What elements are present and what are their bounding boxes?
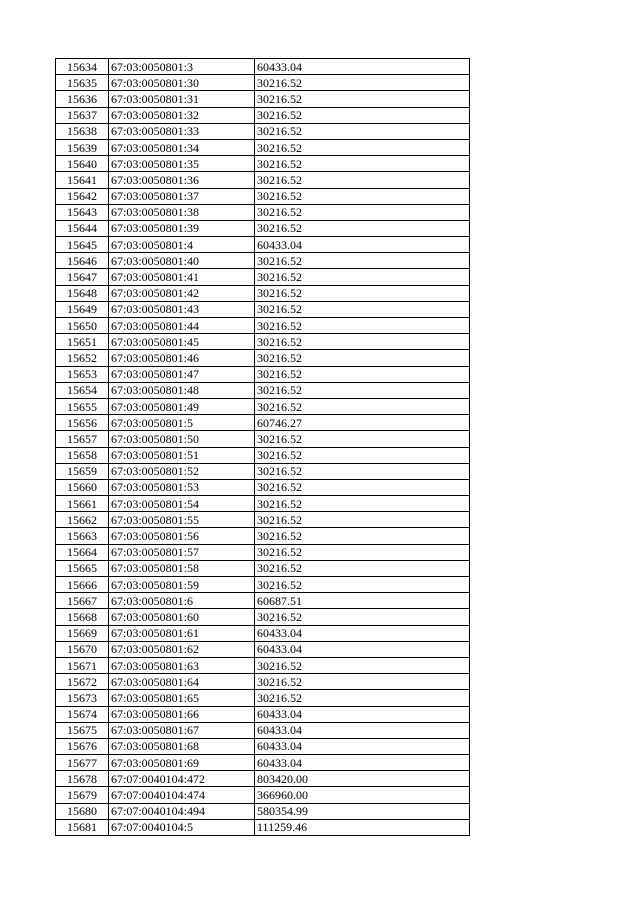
table-row xyxy=(56,641,470,657)
table-row xyxy=(56,755,470,771)
cadastral-number-cell: 67:03:0050801:31 xyxy=(109,91,255,107)
table-row xyxy=(56,382,470,398)
table-row xyxy=(56,415,470,431)
table-row xyxy=(56,334,470,350)
value-cell: 30216.52 xyxy=(255,398,470,414)
row-number-cell: 15637 xyxy=(56,107,109,123)
table-row xyxy=(56,188,470,204)
value-cell: 30216.52 xyxy=(255,269,470,285)
row-number-cell: 15657 xyxy=(56,431,109,447)
cadastral-number-cell: 67:03:0050801:51 xyxy=(109,447,255,463)
row-number-cell: 15644 xyxy=(56,220,109,236)
table-row xyxy=(56,139,470,155)
value-cell: 30216.52 xyxy=(255,447,470,463)
table-row xyxy=(56,593,470,609)
row-number-cell: 15676 xyxy=(56,738,109,754)
table-row xyxy=(56,722,470,738)
table-row xyxy=(56,463,470,479)
table-row xyxy=(56,75,470,91)
cadastral-number-cell: 67:03:0050801:49 xyxy=(109,398,255,414)
row-number-cell: 15638 xyxy=(56,123,109,139)
value-cell: 30216.52 xyxy=(255,496,470,512)
table-row xyxy=(56,431,470,447)
cadastral-number-cell: 67:03:0050801:66 xyxy=(109,706,255,722)
value-cell: 30216.52 xyxy=(255,123,470,139)
cadastral-number-cell: 67:03:0050801:50 xyxy=(109,431,255,447)
cadastral-number-cell: 67:03:0050801:68 xyxy=(109,738,255,754)
cadastral-number-cell: 67:03:0050801:69 xyxy=(109,755,255,771)
row-number-cell: 15642 xyxy=(56,188,109,204)
cadastral-number-cell: 67:03:0050801:36 xyxy=(109,172,255,188)
cadastral-number-cell: 67:03:0050801:67 xyxy=(109,722,255,738)
value-cell: 30216.52 xyxy=(255,463,470,479)
value-cell: 60433.04 xyxy=(255,59,470,75)
table-row xyxy=(56,803,470,819)
value-cell: 30216.52 xyxy=(255,301,470,317)
table-row xyxy=(56,285,470,301)
table-row xyxy=(56,91,470,107)
value-cell: 30216.52 xyxy=(255,139,470,155)
table-row xyxy=(56,350,470,366)
row-number-cell: 15679 xyxy=(56,787,109,803)
cadastral-number-cell: 67:07:0040104:474 xyxy=(109,787,255,803)
value-cell: 30216.52 xyxy=(255,253,470,269)
cadastral-number-cell: 67:03:0050801:63 xyxy=(109,657,255,673)
cadastral-number-cell: 67:03:0050801:65 xyxy=(109,690,255,706)
table-row xyxy=(56,625,470,641)
table-row xyxy=(56,479,470,495)
row-number-cell: 15668 xyxy=(56,609,109,625)
table-row xyxy=(56,447,470,463)
cadastral-number-cell: 67:07:0040104:494 xyxy=(109,803,255,819)
value-cell: 60433.04 xyxy=(255,706,470,722)
value-cell: 30216.52 xyxy=(255,577,470,593)
row-number-cell: 15656 xyxy=(56,415,109,431)
cadastral-number-cell: 67:03:0050801:56 xyxy=(109,528,255,544)
table-row xyxy=(56,609,470,625)
table-row xyxy=(56,318,470,334)
row-number-cell: 15634 xyxy=(56,59,109,75)
table-row xyxy=(56,560,470,576)
cadastral-number-cell: 67:03:0050801:46 xyxy=(109,350,255,366)
value-cell: 60433.04 xyxy=(255,625,470,641)
row-number-cell: 15681 xyxy=(56,819,109,835)
cadastral-number-cell: 67:03:0050801:3 xyxy=(109,59,255,75)
value-cell: 60433.04 xyxy=(255,738,470,754)
value-cell: 30216.52 xyxy=(255,350,470,366)
cadastral-number-cell: 67:03:0050801:32 xyxy=(109,107,255,123)
row-number-cell: 15666 xyxy=(56,577,109,593)
cadastral-number-cell: 67:03:0050801:37 xyxy=(109,188,255,204)
value-cell: 30216.52 xyxy=(255,512,470,528)
table-row xyxy=(56,172,470,188)
cadastral-number-cell: 67:03:0050801:4 xyxy=(109,237,255,253)
table-body xyxy=(56,59,470,836)
row-number-cell: 15671 xyxy=(56,657,109,673)
row-number-cell: 15641 xyxy=(56,172,109,188)
row-number-cell: 15677 xyxy=(56,755,109,771)
row-number-cell: 15646 xyxy=(56,253,109,269)
cadastral-number-cell: 67:03:0050801:34 xyxy=(109,139,255,155)
value-cell: 60746.27 xyxy=(255,415,470,431)
cadastral-number-cell: 67:03:0050801:60 xyxy=(109,609,255,625)
value-cell: 111259.46 xyxy=(255,819,470,835)
row-number-cell: 15680 xyxy=(56,803,109,819)
value-cell: 60433.04 xyxy=(255,722,470,738)
cadastral-number-cell: 67:03:0050801:47 xyxy=(109,366,255,382)
cadastral-number-cell: 67:03:0050801:6 xyxy=(109,593,255,609)
value-cell: 30216.52 xyxy=(255,172,470,188)
row-number-cell: 15652 xyxy=(56,350,109,366)
row-number-cell: 15653 xyxy=(56,366,109,382)
cadastral-number-cell: 67:03:0050801:38 xyxy=(109,204,255,220)
row-number-cell: 15675 xyxy=(56,722,109,738)
row-number-cell: 15648 xyxy=(56,285,109,301)
table-row xyxy=(56,301,470,317)
value-cell: 30216.52 xyxy=(255,366,470,382)
cadastral-number-cell: 67:03:0050801:43 xyxy=(109,301,255,317)
table-row xyxy=(56,253,470,269)
row-number-cell: 15674 xyxy=(56,706,109,722)
cadastral-number-cell: 67:03:0050801:40 xyxy=(109,253,255,269)
table-row xyxy=(56,269,470,285)
value-cell: 30216.52 xyxy=(255,204,470,220)
cadastral-number-cell: 67:03:0050801:57 xyxy=(109,544,255,560)
row-number-cell: 15640 xyxy=(56,156,109,172)
value-cell: 30216.52 xyxy=(255,107,470,123)
table-row xyxy=(56,738,470,754)
value-cell: 30216.52 xyxy=(255,285,470,301)
value-cell: 60687.51 xyxy=(255,593,470,609)
row-number-cell: 15659 xyxy=(56,463,109,479)
cadastral-number-cell: 67:03:0050801:39 xyxy=(109,220,255,236)
table-row xyxy=(56,220,470,236)
value-cell: 60433.04 xyxy=(255,755,470,771)
value-cell: 60433.04 xyxy=(255,641,470,657)
table-row xyxy=(56,156,470,172)
value-cell: 30216.52 xyxy=(255,674,470,690)
cadastral-number-cell: 67:03:0050801:61 xyxy=(109,625,255,641)
row-number-cell: 15650 xyxy=(56,318,109,334)
table-row xyxy=(56,657,470,673)
row-number-cell: 15662 xyxy=(56,512,109,528)
row-number-cell: 15660 xyxy=(56,479,109,495)
row-number-cell: 15636 xyxy=(56,91,109,107)
table-row xyxy=(56,496,470,512)
cadastral-number-cell: 67:03:0050801:33 xyxy=(109,123,255,139)
row-number-cell: 15655 xyxy=(56,398,109,414)
row-number-cell: 15669 xyxy=(56,625,109,641)
value-cell: 30216.52 xyxy=(255,334,470,350)
row-number-cell: 15670 xyxy=(56,641,109,657)
cadastral-number-cell: 67:03:0050801:59 xyxy=(109,577,255,593)
cadastral-number-cell: 67:03:0050801:62 xyxy=(109,641,255,657)
row-number-cell: 15672 xyxy=(56,674,109,690)
table-row xyxy=(56,771,470,787)
row-number-cell: 15639 xyxy=(56,139,109,155)
row-number-cell: 15673 xyxy=(56,690,109,706)
row-number-cell: 15647 xyxy=(56,269,109,285)
value-cell: 366960.00 xyxy=(255,787,470,803)
data-table xyxy=(55,58,470,836)
table-row xyxy=(56,528,470,544)
table-row xyxy=(56,237,470,253)
cadastral-number-cell: 67:03:0050801:54 xyxy=(109,496,255,512)
table-row xyxy=(56,107,470,123)
row-number-cell: 15663 xyxy=(56,528,109,544)
cadastral-number-cell: 67:03:0050801:41 xyxy=(109,269,255,285)
cadastral-number-cell: 67:03:0050801:53 xyxy=(109,479,255,495)
table-row xyxy=(56,819,470,835)
value-cell: 30216.52 xyxy=(255,382,470,398)
value-cell: 30216.52 xyxy=(255,657,470,673)
row-number-cell: 15645 xyxy=(56,237,109,253)
table-row xyxy=(56,366,470,382)
value-cell: 30216.52 xyxy=(255,91,470,107)
table-row xyxy=(56,204,470,220)
cadastral-number-cell: 67:03:0050801:5 xyxy=(109,415,255,431)
value-cell: 30216.52 xyxy=(255,188,470,204)
table-row xyxy=(56,398,470,414)
table-row xyxy=(56,674,470,690)
row-number-cell: 15664 xyxy=(56,544,109,560)
table-row xyxy=(56,577,470,593)
value-cell: 30216.52 xyxy=(255,560,470,576)
cadastral-number-cell: 67:03:0050801:48 xyxy=(109,382,255,398)
row-number-cell: 15643 xyxy=(56,204,109,220)
cadastral-number-cell: 67:03:0050801:42 xyxy=(109,285,255,301)
row-number-cell: 15651 xyxy=(56,334,109,350)
row-number-cell: 15649 xyxy=(56,301,109,317)
value-cell: 30216.52 xyxy=(255,75,470,91)
cadastral-number-cell: 67:07:0040104:5 xyxy=(109,819,255,835)
table-row xyxy=(56,59,470,75)
cadastral-number-cell: 67:03:0050801:64 xyxy=(109,674,255,690)
value-cell: 30216.52 xyxy=(255,528,470,544)
value-cell: 30216.52 xyxy=(255,431,470,447)
cadastral-number-cell: 67:07:0040104:472 xyxy=(109,771,255,787)
value-cell: 60433.04 xyxy=(255,237,470,253)
cadastral-number-cell: 67:03:0050801:45 xyxy=(109,334,255,350)
row-number-cell: 15667 xyxy=(56,593,109,609)
cadastral-number-cell: 67:03:0050801:44 xyxy=(109,318,255,334)
value-cell: 30216.52 xyxy=(255,609,470,625)
table-row xyxy=(56,787,470,803)
value-cell: 30216.52 xyxy=(255,220,470,236)
value-cell: 30216.52 xyxy=(255,156,470,172)
cadastral-number-cell: 67:03:0050801:35 xyxy=(109,156,255,172)
cadastral-number-cell: 67:03:0050801:52 xyxy=(109,463,255,479)
value-cell: 30216.52 xyxy=(255,544,470,560)
cadastral-number-cell: 67:03:0050801:30 xyxy=(109,75,255,91)
table-row xyxy=(56,544,470,560)
table-row xyxy=(56,690,470,706)
row-number-cell: 15665 xyxy=(56,560,109,576)
value-cell: 30216.52 xyxy=(255,479,470,495)
row-number-cell: 15635 xyxy=(56,75,109,91)
cadastral-number-cell: 67:03:0050801:55 xyxy=(109,512,255,528)
value-cell: 580354.99 xyxy=(255,803,470,819)
row-number-cell: 15661 xyxy=(56,496,109,512)
row-number-cell: 15658 xyxy=(56,447,109,463)
value-cell: 803420.00 xyxy=(255,771,470,787)
row-number-cell: 15678 xyxy=(56,771,109,787)
table-row xyxy=(56,512,470,528)
table-row xyxy=(56,123,470,139)
table-row xyxy=(56,706,470,722)
value-cell: 30216.52 xyxy=(255,318,470,334)
row-number-cell: 15654 xyxy=(56,382,109,398)
value-cell: 30216.52 xyxy=(255,690,470,706)
cadastral-number-cell: 67:03:0050801:58 xyxy=(109,560,255,576)
